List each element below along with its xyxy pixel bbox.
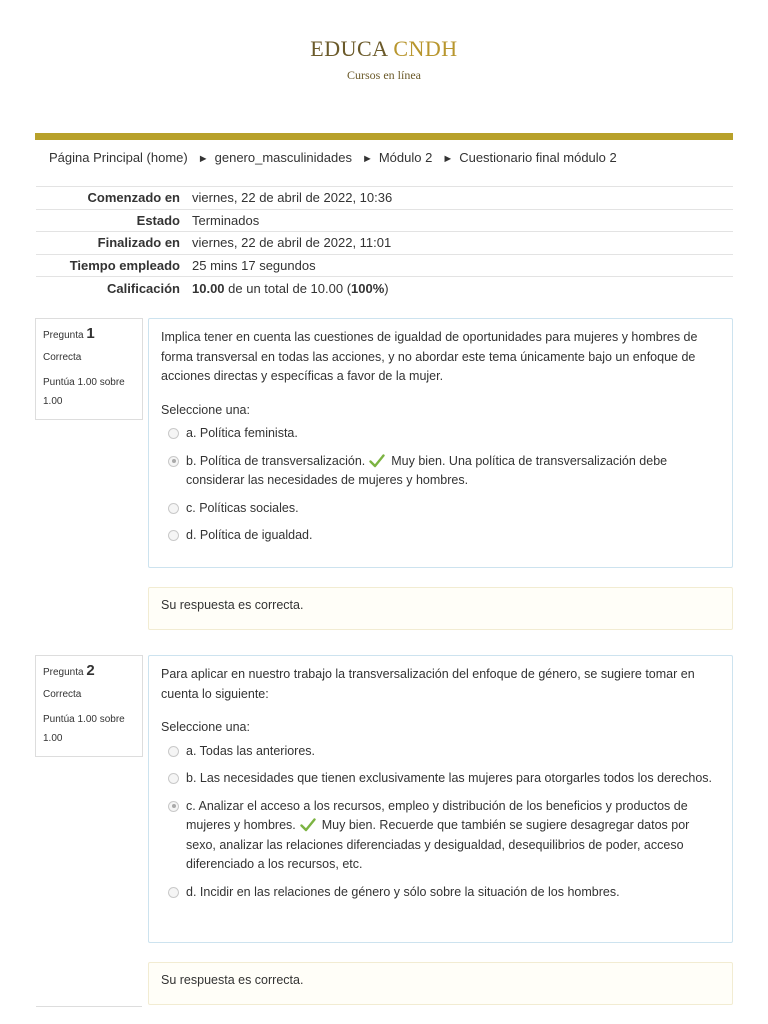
radio-button[interactable]	[168, 530, 179, 541]
summary-row-grade	[36, 277, 733, 300]
breadcrumb-module[interactable]: Módulo 2	[378, 150, 433, 165]
question-prompt: Seleccione una:	[161, 720, 250, 734]
breadcrumb-quiz[interactable]: Cuestionario final módulo 2	[459, 150, 617, 165]
question-state: Correcta	[43, 352, 82, 363]
radio-button[interactable]	[168, 773, 179, 784]
question-result-2: Su respuesta es correcta.	[148, 962, 733, 1005]
answer-option-d[interactable]: d. Incidir en las relaciones de género y sólo sobre la situación de los hombres.	[161, 883, 720, 903]
question-result-1: Su respuesta es correcta.	[148, 587, 733, 630]
breadcrumb-separator: ►	[197, 153, 209, 165]
question-grade: Puntúa 1.00 sobre 1.00	[43, 377, 125, 407]
question-content-2	[148, 655, 733, 943]
answer-option-c[interactable]: c. Políticas sociales.	[161, 499, 720, 519]
summary-label: Comenzado en	[36, 187, 186, 210]
grade-percent: 100%	[351, 280, 385, 296]
breadcrumb-separator: ►	[442, 153, 454, 165]
answer-option-b[interactable]: b. Las necesidades que tienen exclusivamente las mujeres para otorgarles todos los derechos.	[161, 769, 720, 789]
question-text: Implica tener en cuenta las cuestiones de igualdad de oportunidades para mujeres y hombres de forma transversal en todas las acciones, y no abordar este tema únicamente bajo un enfoque de acciones directas y específicas a favor de la mujer.	[161, 330, 698, 383]
header-divider	[35, 133, 733, 140]
check-icon	[369, 454, 385, 468]
question-info-2	[35, 655, 143, 757]
breadcrumb-home[interactable]: Página Principal (home)	[49, 150, 188, 165]
grade-score: 10.00	[192, 280, 225, 296]
question-grade: Puntúa 1.00 sobre 1.00	[43, 714, 125, 744]
divider	[36, 1006, 142, 1007]
attempt-summary	[36, 186, 733, 299]
answer-option-b[interactable]: b. Política de transversalización. Muy bien. Una política de transversalización debe considerar las necesidades de mujeres y hombres.	[161, 452, 720, 491]
radio-button[interactable]	[168, 503, 179, 514]
summary-row-state	[36, 209, 733, 232]
question-prompt: Seleccione una:	[161, 402, 250, 417]
check-icon	[300, 818, 316, 832]
breadcrumb-course[interactable]: genero_masculinidades	[214, 150, 352, 165]
summary-label: Finalizado en	[36, 232, 186, 255]
question-state: Correcta	[43, 689, 82, 700]
question-text: Para aplicar en nuestro trabajo la transversalización del enfoque de género, se sugiere tomar en cuenta lo siguiente:	[161, 667, 695, 701]
summary-value: 25 mins 17 segundos	[186, 254, 733, 277]
question-content-1	[148, 318, 733, 568]
breadcrumb-separator: ►	[361, 153, 373, 165]
summary-label: Calificación	[36, 277, 186, 300]
answer-feedback: Muy bien. Recuerde que también se sugiere desagregar datos por sexo, analizar las relaciones diferenciadas y desigualdad, desequilibrios de poder, acceso diferenciado a los recursos, etc.	[186, 818, 690, 871]
summary-label: Estado	[36, 209, 186, 232]
answer-option-c[interactable]: c. Analizar el acceso a los recursos, empleo y distribución de los beneficios y productos de mujeres y hombres. Muy bien. Recuerde que también se sugiere desagregar datos por sexo, analizar las relaciones diferenciadas y desigualdad, desequilibrios de poder, acceso diferenciado a los recursos, etc.	[161, 797, 720, 875]
radio-button[interactable]	[168, 428, 179, 439]
answer-option-a[interactable]: a. Todas las anteriores.	[161, 742, 720, 762]
summary-row-finished	[36, 232, 733, 255]
summary-label: Tiempo empleado	[36, 254, 186, 277]
radio-button[interactable]	[168, 746, 179, 757]
site-subtitle: Cursos en línea	[347, 68, 421, 82]
summary-value: Terminados	[186, 209, 733, 232]
answer-feedback: Muy bien. Una política de transversalización debe considerar las necesidades de mujeres y hombres.	[186, 453, 668, 487]
answer-option-a[interactable]: a. Política feminista.	[161, 424, 720, 444]
question-number: Pregunta 2	[43, 662, 95, 679]
radio-button-selected[interactable]	[168, 801, 179, 812]
site-brand	[0, 36, 768, 83]
radio-button-selected[interactable]	[168, 456, 179, 467]
radio-button[interactable]	[168, 887, 179, 898]
summary-value: 10.00 de un total de 10.00 (100%)	[186, 277, 733, 300]
summary-row-time	[36, 254, 733, 277]
answer-option-d[interactable]: d. Política de igualdad.	[161, 526, 720, 546]
summary-row-started	[36, 187, 733, 210]
summary-value: viernes, 22 de abril de 2022, 11:01	[186, 232, 733, 255]
site-title[interactable]: EDUCA CNDH	[310, 36, 458, 61]
question-number: Pregunta 1	[43, 325, 95, 342]
breadcrumb	[49, 150, 617, 165]
summary-value: viernes, 22 de abril de 2022, 10:36	[186, 187, 733, 210]
question-info-1	[35, 318, 143, 420]
